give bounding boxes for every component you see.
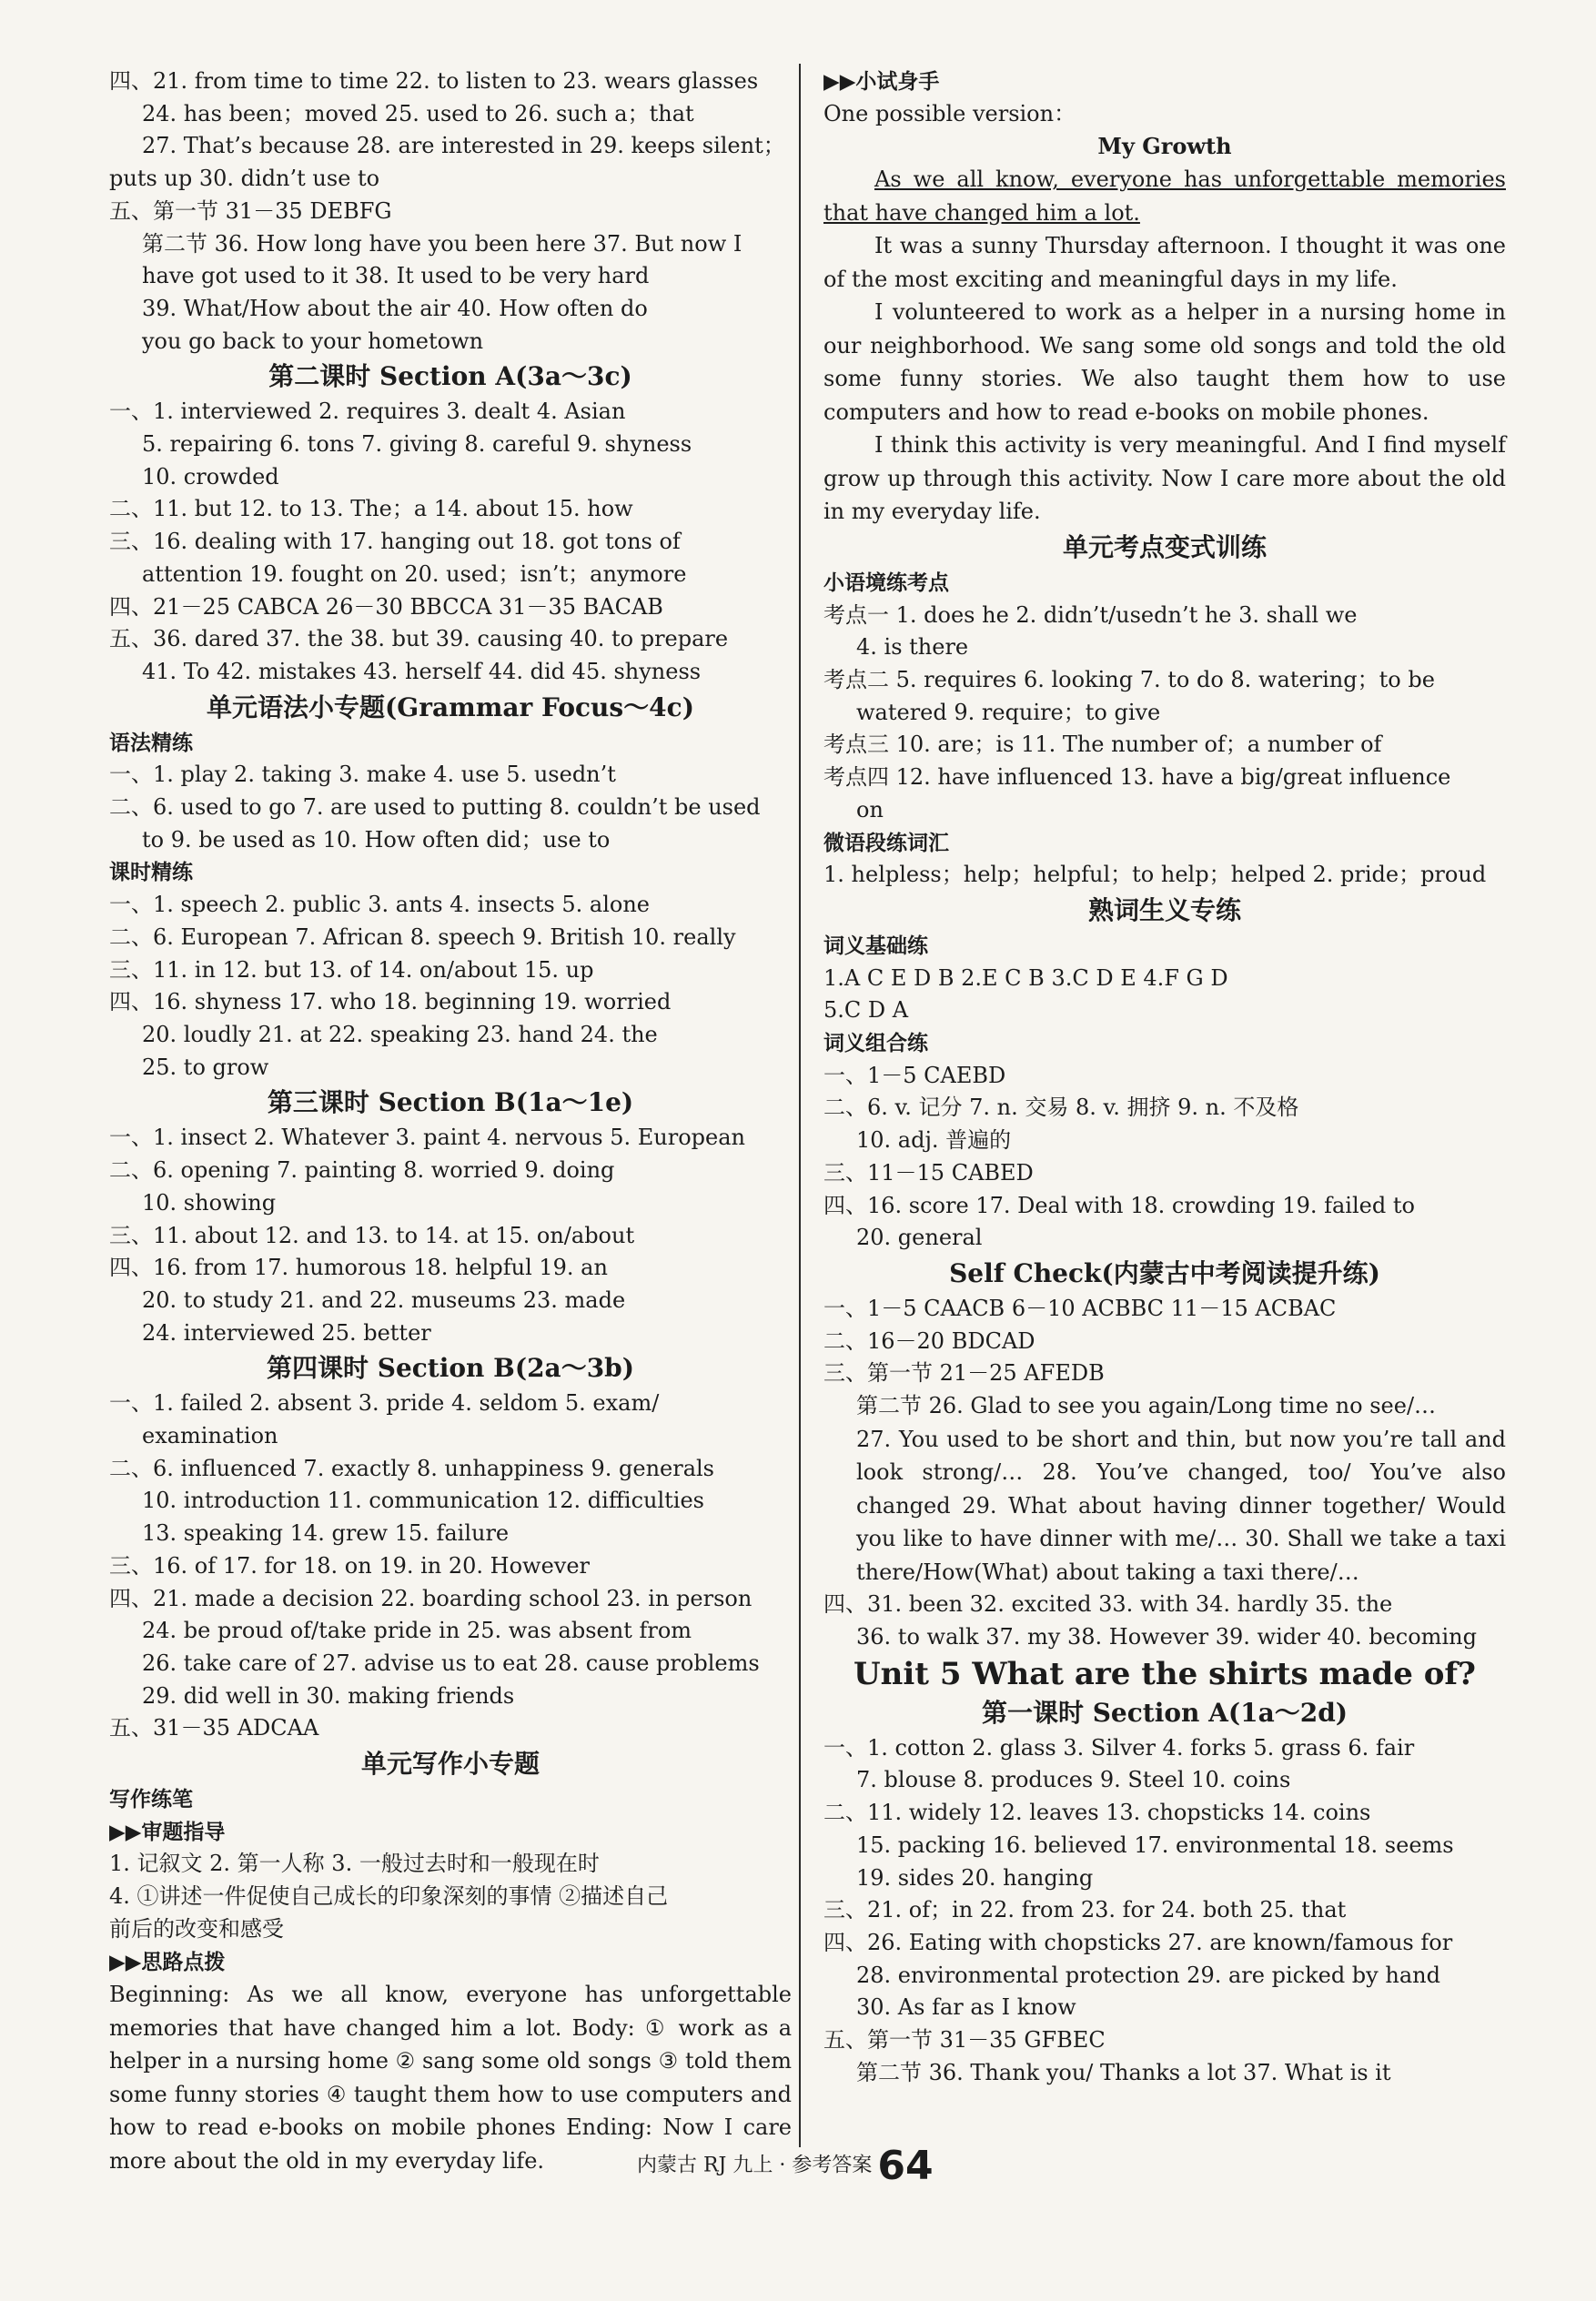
- section-heading: 单元写作小专题: [360, 1749, 540, 1780]
- answer-line: One possible version：: [823, 100, 1076, 126]
- answer-line: examination: [142, 1423, 278, 1449]
- answer-line: 二、6. opening 7. painting 8. worried 9. doing: [109, 1157, 615, 1184]
- answer-line: 第二节 36. How long have you been here 37. But now I: [142, 230, 742, 257]
- answer-line: 20. loudly 21. at 22. speaking 23. hand 24. the: [142, 1021, 658, 1047]
- subsection-label: ▶▶审题指导: [109, 1819, 226, 1844]
- subsection-label: ▶▶思路点拨: [109, 1949, 226, 1974]
- footer-label: 内蒙古 RJ 九上 · 参考答案: [637, 2154, 873, 2177]
- answer-line: 13. speaking 14. grew 15. failure: [142, 1520, 510, 1547]
- answer-line: have got used to it 38. It used to be very hard: [142, 263, 650, 289]
- answer-line: 三、第一节 21－25 AFEDB: [823, 1360, 1105, 1387]
- answer-line: 四、16. from 17. humorous 18. helpful 19. an: [109, 1255, 608, 1281]
- answer-line: 第二节 36. Thank you/ Thanks a lot 37. What is it: [856, 2059, 1391, 2085]
- section-heading: 第一课时 Section A(1a～2d): [981, 1697, 1349, 1728]
- answer-line: you go back to your hometown: [142, 328, 484, 354]
- answer-line: 二、11. widely 12. leaves 13. chopsticks 14. coins: [823, 1800, 1371, 1826]
- left-column: [109, 66, 792, 2177]
- answer-line: 四、31. been 32. excited 33. with 34. hardly 35. the: [823, 1591, 1393, 1618]
- section-heading: 单元考点变式训练: [1062, 531, 1267, 562]
- subsection-label: 词义组合练: [823, 1031, 928, 1056]
- answer-line: 五、36. dared 37. the 38. but 39. causing 40. to prepare: [109, 626, 729, 652]
- subsection-label: 课时精练: [109, 860, 193, 885]
- answer-line: 24. interviewed 25. better: [142, 1319, 431, 1346]
- answer-line: 五、第一节 31－35 DEBFG: [109, 197, 392, 224]
- page-footer: [637, 2143, 934, 2189]
- answer-line: watered 9. require；to give: [856, 699, 1161, 725]
- answer-line: on: [856, 796, 884, 823]
- essay-title: My Growth: [1097, 133, 1232, 160]
- answer-line: 四、16. score 17. Deal with 18. crowding 19. failed to: [823, 1192, 1415, 1218]
- answer-line: 四、21. made a decision 22. boarding school 23. in person: [109, 1585, 753, 1611]
- answer-line: 25. to grow: [142, 1054, 269, 1080]
- answer-line: 36. to walk 37. my 38. However 39. wider 40. becoming: [856, 1623, 1477, 1650]
- section-heading: 熟词生义专练: [1087, 894, 1241, 925]
- answer-line: 一、1－5 CAEBD: [823, 1062, 1006, 1088]
- text-paragraph: I think this activity is very meaningful. And I find myself grow up through this activity. Now I care more about the old in my everyday life.: [823, 432, 1506, 525]
- column-divider: [799, 64, 801, 2147]
- section-heading: 第三课时 Section B(1a～1e): [267, 1087, 634, 1118]
- answer-line: 41. To 42. mistakes 43. herself 44. did 45. shyness: [142, 658, 702, 684]
- text-paragraph: Beginning: As we all know, everyone has unforgettable memories that have changed him a lot. Body: ① work as a helper in a nursing home ② sang some old songs ③ told them some funny stories ④ taught them how to use computers and how to read e-books on mobile phones Ending: Now I care more about the old in my everyday life.: [109, 1982, 792, 2174]
- answer-line: 一、1. insect 2. Whatever 3. paint 4. nervous 5. European: [109, 1125, 745, 1151]
- answer-line: 三、16. dealing with 17. hanging out 18. got tons of: [109, 529, 681, 555]
- answer-line: 五、第一节 31－35 GFBEC: [823, 2027, 1106, 2054]
- answer-line: 一、1. speech 2. public 3. ants 4. insects 5. alone: [109, 892, 650, 918]
- answer-line: 5.C D A: [823, 997, 909, 1024]
- answer-line: attention 19. fought on 20. used；isn’t；anymore: [142, 560, 687, 587]
- answer-line: 4. is there: [856, 634, 969, 661]
- answer-line: 24. has been；moved 25. used to 26. such a；that: [142, 100, 694, 126]
- answer-line: 二、6. European 7. African 8. speech 9. British 10. really: [109, 923, 736, 950]
- answer-line: 五、31－35 ADCAA: [109, 1715, 319, 1741]
- section-heading: 第二课时 Section A(3a～3c): [268, 361, 632, 392]
- answer-line: 20. to study 21. and 22. museums 23. made: [142, 1287, 626, 1313]
- answer-line: 1. 记叙文 2. 第一人称 3. 一般过去时和一般现在时: [109, 1851, 600, 1877]
- unit-title: Unit 5 What are the shirts made of?: [854, 1655, 1476, 1692]
- answer-line: 三、16. of 17. for 18. on 19. in 20. However: [109, 1552, 591, 1579]
- answer-line: 一、1. interviewed 2. requires 3. dealt 4. Asian: [109, 399, 626, 425]
- answer-line: 三、21. of；in 22. from 23. for 24. both 25. that: [823, 1897, 1347, 1923]
- answer-line: 四、16. shyness 17. who 18. beginning 19. worried: [109, 989, 672, 1015]
- text-paragraph: As we all know, everyone has unforgettable memories that have changed him a lot.: [823, 167, 1506, 226]
- subsection-label: ▶▶小试身手: [823, 69, 940, 94]
- answer-line: 24. be proud of/take pride in 25. was absent from: [142, 1618, 692, 1644]
- subsection-label: 词义基础练: [823, 933, 928, 958]
- answer-line: 四、21－25 CABCA 26－30 BBCCA 31－35 BACAB: [109, 593, 663, 620]
- answer-line: 1. helpless；help；helpful；to help；helped 2. pride；proud: [823, 862, 1487, 888]
- answer-line: 三、11－15 CABED: [823, 1159, 1034, 1186]
- section-heading: 单元语法小专题(Grammar Focus～4c): [207, 691, 694, 722]
- subsection-label: 语法精练: [109, 730, 193, 755]
- answer-line: 三、11. in 12. but 13. of 14. on/about 15. up: [109, 956, 594, 983]
- answer-line: 三、11. about 12. and 13. to 14. at 15. on/about: [109, 1222, 635, 1248]
- answer-line: 考点三 10. are；is 11. The number of；a number of: [823, 732, 1382, 758]
- answer-line: 二、6. v. 记分 7. n. 交易 8. v. 拥挤 9. n. 不及格: [823, 1095, 1299, 1121]
- answer-line: 二、6. influenced 7. exactly 8. unhappiness 9. generals: [109, 1455, 715, 1481]
- answer-line: 1.A C E D B 2.E C B 3.C D E 4.F G D: [823, 964, 1228, 991]
- answer-line: 四、21. from time to time 22. to listen to 23. wears glasses: [109, 68, 759, 94]
- answer-line: puts up 30. didn’t use to: [109, 166, 380, 192]
- answer-line: 15. packing 16. believed 17. environmental 18. seems: [856, 1832, 1454, 1858]
- answer-line: 一、1. failed 2. absent 3. pride 4. seldom 5. exam/: [109, 1390, 660, 1417]
- answer-line: 10. adj. 普遍的: [856, 1127, 1012, 1154]
- answer-line: 考点二 5. requires 6. looking 7. to do 8. watering；to be: [823, 667, 1435, 693]
- answer-line: 29. did well in 30. making friends: [142, 1682, 515, 1709]
- page-number: 64: [877, 2143, 934, 2189]
- answer-line: 5. repairing 6. tons 7. giving 8. careful 9. shyness: [142, 431, 692, 458]
- answer-line: 一、1. cotton 2. glass 3. Silver 4. forks 5. grass 6. fair: [823, 1734, 1415, 1761]
- section-heading: Self Check(内蒙古中考阅读提升练): [949, 1257, 1380, 1288]
- answer-line: 10. showing: [142, 1189, 277, 1216]
- answer-line: 10. introduction 11. communication 12. difficulties: [142, 1488, 704, 1514]
- answer-line: 二、11. but 12. to 13. The；a 14. about 15. how: [109, 496, 633, 522]
- answer-line: 一、1. play 2. taking 3. make 4. use 5. usedn’t: [109, 762, 616, 788]
- answer-line: 考点四 12. have influenced 13. have a big/great influence: [823, 764, 1451, 791]
- right-column: [823, 66, 1506, 2089]
- answer-line: 39. What/How about the air 40. How often do: [142, 295, 648, 321]
- subsection-label: 写作练笔: [109, 1787, 193, 1812]
- answer-line: 30. As far as I know: [856, 1994, 1076, 2021]
- text-paragraph: It was a sunny Thursday afternoon. I thought it was one of the most exciting and meaningful days in my life.: [823, 233, 1506, 292]
- text-paragraph: 27. You used to be short and thin, but now you’re tall and look strong/… 28. You’ve changed, too/ You’ve also changed 29. What about having dinner together/ Would you like to have dinner with me/… 30. Shall we take a taxi there/How(What) about taking a taxi there/…: [856, 1426, 1506, 1585]
- answer-line: 7. blouse 8. produces 9. Steel 10. coins: [856, 1767, 1291, 1793]
- text-paragraph: I volunteered to work as a helper in a nursing home in our neighborhood. We sang some old songs and told the old some funny stories. We also taught them how to use computers and how to read e-books on mobile phones.: [823, 299, 1506, 425]
- answer-line: 二、6. used to go 7. are used to putting 8. couldn’t be used: [109, 794, 761, 821]
- answer-line: 前后的改变和感受: [109, 1915, 284, 1942]
- answer-line: 10. crowded: [142, 463, 279, 489]
- answer-line: 二、16－20 BDCAD: [823, 1327, 1035, 1354]
- section-heading: 第四课时 Section B(2a～3b): [266, 1353, 635, 1384]
- subsection-label: 小语境练考点: [823, 570, 949, 595]
- subsection-label: 微语段练词汇: [823, 830, 949, 855]
- answer-line: 4. ①讲述一件促使自己成长的印象深刻的事情 ②描述自己: [109, 1883, 669, 1910]
- answer-line: 26. take care of 27. advise us to eat 28. cause problems: [142, 1650, 760, 1676]
- answer-line: to 9. be used as 10. How often did；use to: [142, 826, 611, 853]
- answer-line: 四、26. Eating with chopsticks 27. are known/famous for: [823, 1929, 1453, 1955]
- answer-line: 第二节 26. Glad to see you again/Long time no see/…: [856, 1393, 1437, 1419]
- answer-line: 考点一 1. does he 2. didn’t/usedn’t he 3. shall we: [823, 601, 1358, 628]
- answer-line: 一、1－5 CAACB 6－10 ACBBC 11－15 ACBAC: [823, 1295, 1337, 1321]
- answer-line: 20. general: [856, 1225, 983, 1251]
- answer-line: 28. environmental protection 29. are picked by hand: [856, 1962, 1440, 1988]
- answer-line: 19. sides 20. hanging: [856, 1864, 1094, 1891]
- answer-line: 27. That’s because 28. are interested in 29. keeps silent；: [142, 133, 785, 159]
